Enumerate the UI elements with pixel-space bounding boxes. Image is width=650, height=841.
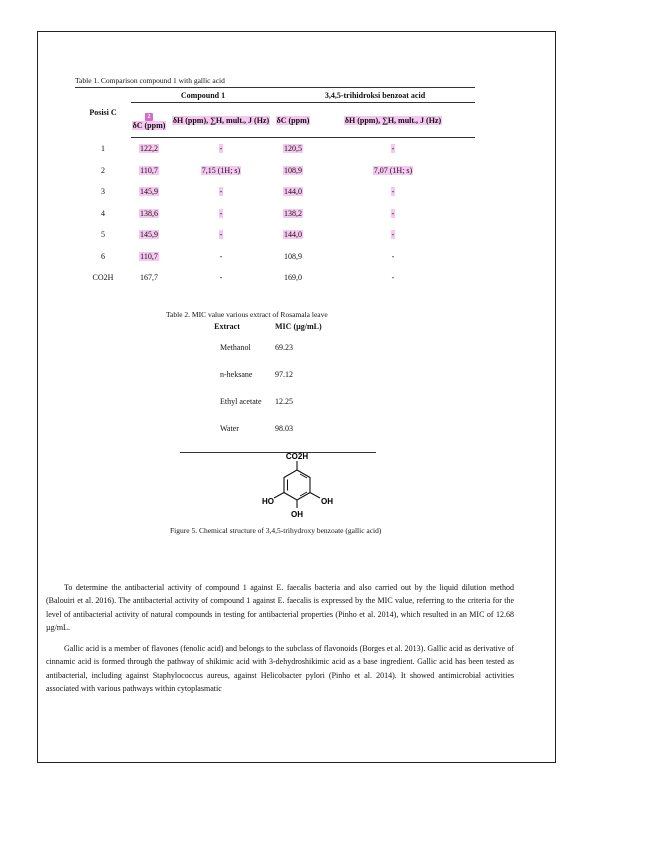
col-dc2-header: δC (ppm) [275, 103, 311, 138]
col-dc1-header: 2 δC (ppm) [131, 103, 167, 138]
col-dh2-header: δH (ppm), ∑H, mult., J (Hz) [311, 103, 475, 138]
body-paragraph-2: Gallic acid is a member of flavones (fenolic acid) and belongs to the subclass of flavonoids (Borges et al. 2013). Gallic acid as derivative of cinnamic acid is formed through the pathway of shikimic acid with 3-dehydroshikimic acid as a base ingredient. Gallic acid has been tested as antibacterial, including against Staphylococcus aureus, against Helicobacter pylori (Pinho et al. 2014). It showed antimicrobial activities associated with various pathways within cytoplasmatic [46, 644, 514, 694]
table-row: Water 98.03 [220, 424, 293, 433]
col-extract-header: Extract [214, 321, 240, 331]
comparison-table [75, 87, 475, 289]
label-ho-left: HO [262, 497, 274, 506]
table2-caption: Table 2. MIC value various extract of Rosamala leave [166, 310, 328, 319]
col-mic-header: MIC (µg/mL) [275, 321, 322, 331]
table-row: Ethyl acetate 12.25 [220, 397, 293, 406]
table-row: 6 110,7 - 108,9 - [101, 251, 395, 261]
table1-caption: Table 1. Comparison compound 1 with gallic acid [75, 76, 225, 85]
mic-table [180, 318, 376, 453]
col-posisi-header: Posisi C [75, 88, 131, 138]
label-oh-right: OH [321, 497, 333, 506]
table-row: 3 145,9 - 144,0 - [101, 187, 395, 197]
table-row: Methanol 69.23 [220, 343, 293, 352]
table-row: 4 138,6 - 138,2 - [101, 208, 395, 218]
col-dh1-header: δH (ppm), ∑H, mult., J (Hz) [167, 103, 275, 138]
group-gallic-header: 3,4,5-trihidroksi benzoat acid [275, 88, 475, 103]
label-oh-bottom: OH [291, 510, 303, 519]
selection-marker[interactable]: 2 [145, 113, 153, 121]
figure-caption: Figure 5. Chemical structure of 3,4,5-trihydroxy benzoate (gallic acid) [170, 526, 382, 535]
label-carboxyl: CO2H [285, 452, 309, 461]
table-row: n-heksane 97.12 [220, 370, 293, 379]
table-row: CO2H 167,7 - 169,0 - [92, 273, 395, 283]
body-paragraph-1: To determine the antibacterial activity of compound 1 against E. faecalis bacteria and also carried out by the liquid dilution method (Balouiri et al. 2016). The antibacterial activity of compound 1 against E. faecalis is expressed by the MIC value, referring to the criteria for the level of antibacterial activity of natural compounds in testing for antibacterial properties (Pinho et al. 2014), which resulted in an MIC of 12.68 µg/mL. [46, 583, 514, 633]
gallic-acid-structure [252, 450, 352, 526]
table-row: 2 110,7 7,15 (1H; s) 108,9 7,07 (1H; s) [101, 165, 413, 175]
group-compound1-header: Compound 1 [131, 88, 275, 103]
table-row: 1 122,2 - 120,5 - [101, 144, 395, 154]
table-row: 5 145,9 - 144,0 - [101, 230, 395, 240]
